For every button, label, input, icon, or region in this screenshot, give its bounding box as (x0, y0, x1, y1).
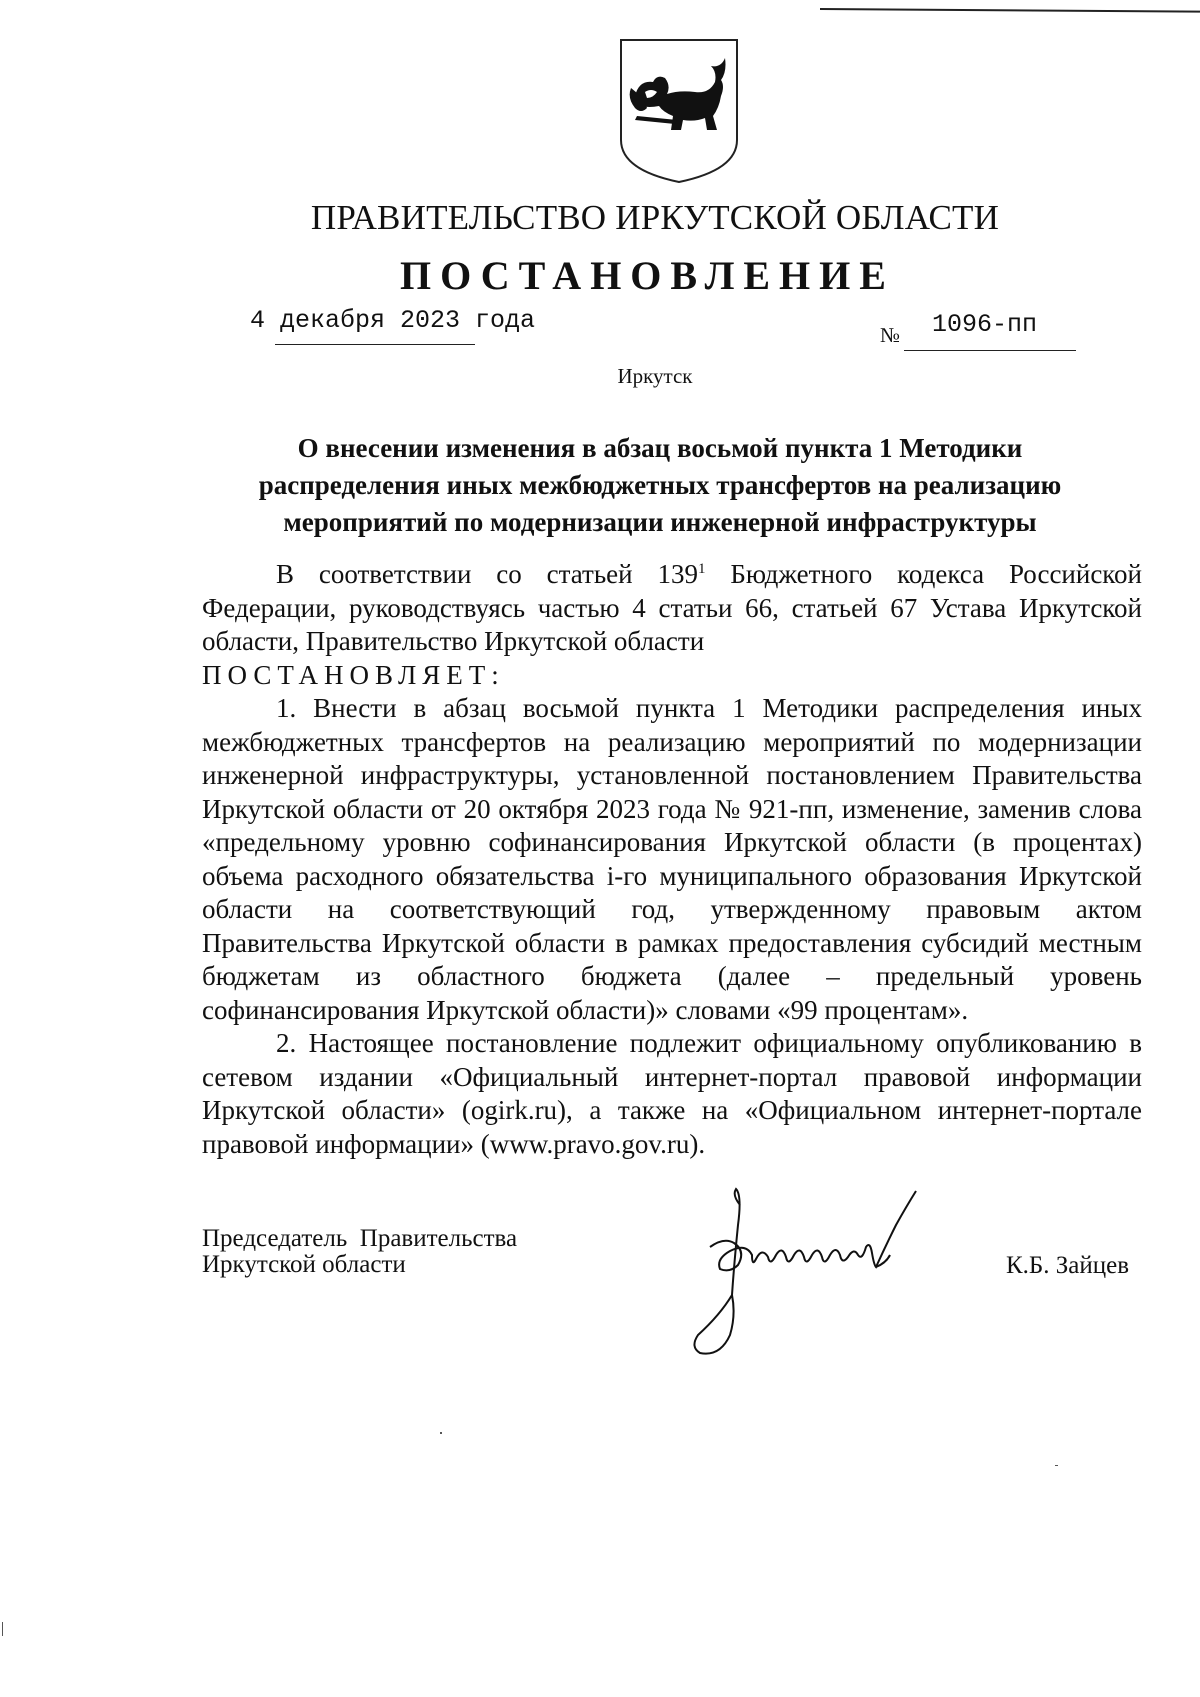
item-1-paragraph: 1. Внести в абзац восьмой пункта 1 Методики распределения иных межбюджетных трансфертов на реализацию мероприятий по модернизации инженерной инфраструктуры, установленной постановлением Правительства Иркутской области от 20 октября 2023 года № 921-пп, изменение, заменив слова «предельному уровню софинансирования Иркутской области (в процентах) объема расходного обязательства i-го муниципального образования Иркутской области на соответствующий год, утвержденному правовым актом Правительства Иркутской области в рамках предоставления субсидий местным бюджетам из областного бюджета (далее – предельный уровень софинансирования Иркутской области)» словами «99 процентам». (202, 693, 1142, 1025)
preamble-superscript: 1 (697, 561, 706, 577)
number-sign: № (880, 323, 901, 347)
signatory-position-line-1: Председатель Правительства (202, 1225, 518, 1252)
handwritten-signature (690, 1185, 1000, 1355)
document-number: 1096-пп (932, 310, 1038, 339)
item-2-paragraph: 2. Настоящее постановление подлежит официальному опубликованию в сетевом издании «Официальный интернет-портал правовой информации Иркутской области» (ogirk.ru), а также на «Официальном интернет-портале правовой информации» (www.pravo.gov.ru). (202, 1028, 1142, 1159)
document-title: О внесении изменения в абзац восьмой пункта 1 Методики распределения иных межбюджетных трансфертов на реализацию мероприятий по модернизации инженерной инфраструктуры (258, 433, 1062, 537)
signatory-position-line-2: Иркутской области (202, 1251, 406, 1278)
date-underline (275, 344, 475, 345)
preamble-text-end: Бюджетного кодекса Российской Федерации, руководствуясь частью 4 статьи 66, статьей 67 Устава Иркутской области, Правительство Иркутской области (202, 559, 1143, 656)
scan-speck (440, 1432, 442, 1434)
city: Иркутск (617, 364, 693, 388)
scan-speck (1055, 1465, 1058, 1466)
coat-of-arms-emblem (617, 36, 741, 186)
scan-speck (2, 1622, 3, 1636)
preamble-text-start: В соответствии со статьей 139 (276, 559, 698, 589)
document-body (202, 558, 1142, 1161)
preamble-paragraph (202, 558, 1142, 659)
government-name: ПРАВИТЕЛЬСТВО ИРКУТСКОЙ ОБЛАСТИ (310, 198, 1000, 237)
signatory-name: К.Б. Зайцев (1006, 1252, 1130, 1279)
document-type: ПОСТАНОВЛЕНИЕ (400, 253, 895, 298)
number-underline (904, 350, 1076, 351)
scan-edge-line (820, 8, 1200, 13)
resolves-word: ПОСТАНОВЛЯЕТ: (202, 659, 505, 690)
document-date: 4 декабря 2023 года (250, 306, 536, 335)
signatory-position (202, 1226, 517, 1278)
